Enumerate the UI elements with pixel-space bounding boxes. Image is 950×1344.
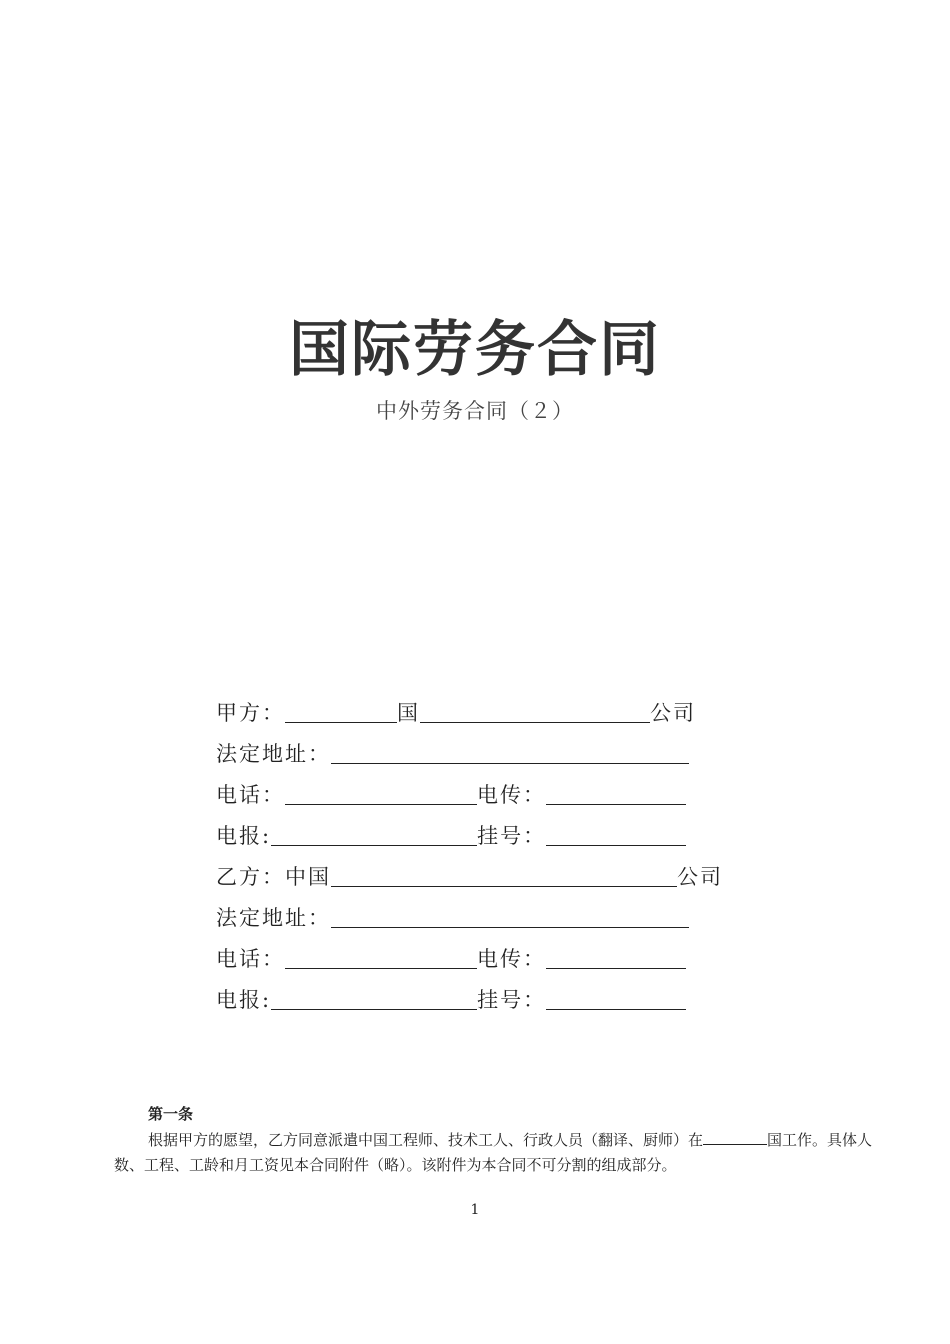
party-b-fax-blank [546, 946, 686, 969]
party-a-country-suffix: 国 [397, 701, 420, 725]
party-b-address-row [216, 891, 736, 932]
article-1-country-blank [703, 1128, 767, 1145]
article-1-text-after: 国工作。具体人数、工程、工龄和月工资见本合同附件（略）。该附件为本合同不可分割的组成部分。 [114, 1131, 873, 1174]
article-1-heading: 第一条 [148, 1105, 194, 1123]
article-1-body [114, 1128, 874, 1178]
party-a-label: 甲方： [216, 701, 285, 725]
party-b-name-row [216, 850, 736, 891]
party-b-phone-blank [285, 946, 477, 969]
party-a-address-blank [331, 741, 689, 764]
party-b-label: 乙方：中国 [216, 865, 331, 889]
document-title: 国际劳务合同 [289, 315, 661, 385]
party-a-address-row [216, 727, 736, 768]
article-1-text-before: 根据甲方的愿望，乙方同意派遣中国工程师、技术工人、行政人员（翻译、厨师）在 [148, 1131, 704, 1149]
party-b-telegram-row [216, 973, 736, 1014]
party-a-fax-blank [546, 782, 686, 805]
party-b-company-suffix: 公司 [677, 865, 723, 889]
document-subtitle: 中外劳务合同（２） [376, 399, 574, 423]
party-a-telegram-row [216, 809, 736, 850]
party-a-phone-label: 电话： [216, 783, 285, 807]
parties-block [216, 686, 736, 1014]
party-a-company-suffix: 公司 [650, 701, 696, 725]
page-number: 1 [470, 1202, 480, 1218]
party-b-phone-row [216, 932, 736, 973]
party-a-cable-blank [546, 823, 686, 846]
party-b-address-blank [331, 905, 689, 928]
party-a-address-label: 法定地址： [216, 742, 331, 766]
party-a-telegram-label: 电报: [216, 824, 272, 848]
party-a-cable-label: 挂号： [477, 824, 547, 848]
party-a-company-blank [420, 700, 650, 723]
party-b-phone-label: 电话： [216, 947, 285, 971]
party-a-fax-label: 电传： [477, 783, 546, 807]
party-b-cable-blank [546, 987, 686, 1010]
party-a-name-row [216, 686, 736, 727]
party-b-company-blank [331, 864, 677, 887]
party-a-country-blank [285, 700, 397, 723]
party-b-cable-label: 挂号： [477, 988, 547, 1012]
party-a-telegram-blank [271, 823, 477, 846]
party-b-telegram-label: 电报: [216, 988, 272, 1012]
party-a-phone-blank [285, 782, 477, 805]
party-b-fax-label: 电传： [477, 947, 546, 971]
party-a-phone-row [216, 768, 736, 809]
party-b-address-label: 法定地址： [216, 906, 331, 930]
party-b-telegram-blank [271, 987, 477, 1010]
